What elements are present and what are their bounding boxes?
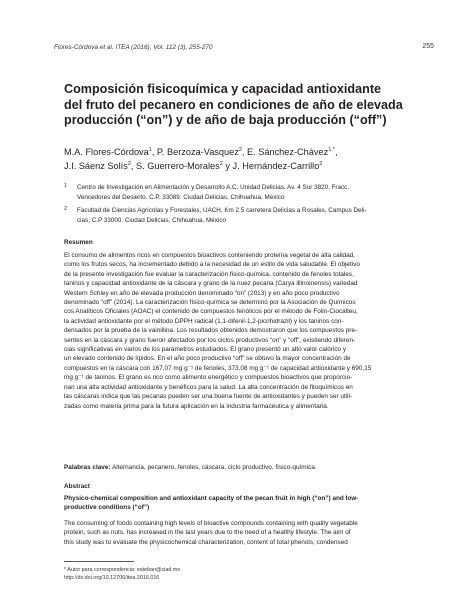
resumen-line: zadas como materia prima para la futura aplicación en la industria farmacéutica y alimentaria. [64,402,329,410]
resumen-line: cos Analíticos Oficiales (AOAC) el contenido de compuestos fenólicos por el método de Folin-Ciocalteu, [64,308,358,316]
keywords [64,464,317,471]
footnote-divider [64,561,134,562]
resumen-line: un elevado contenido de lípidos. En el año poco productivo “off” se obtuvo la mayor concentración de [64,355,351,363]
abstract-line: this study was to evaluate the physicochemical characterization, content of total phenols, condensed [64,538,348,546]
title-line: Composición fisicoquímica y capacidad antioxidante [64,82,382,96]
resumen-line: compuestos en la cáscara con 167,07 mg g⁻¹ de fenoles, 373,08 mg g⁻¹ de capacidad antioxidante y 690,15 [64,364,372,372]
resumen-line: El consumo de alimentos ricos en compuestos bioactivos conteniendo proteína vegetal de alta calidad, [64,252,355,259]
author-affiliation-mark: 2 [238,146,242,153]
author-line [64,146,444,160]
author-affiliation-mark: 1 [148,146,152,153]
footnotes [64,566,180,582]
title-line: del fruto del pecanero en condiciones de año de elevada [64,97,403,112]
running-head: Flores-Córdova et al. ITEA (2016), Vol. 112 (3), 255-270 [54,44,213,51]
resumen-line: nan una alta actividad antioxidante y benéficos para la salud. La alta concentración de fitoquímicos en [64,383,353,391]
resumen-line: sentes en la cáscara y grano fueron afectados por los ciclos productivos “on” y “off”, existiendo diferen- [64,336,356,344]
resumen-line: Western Schley en año de elevada producción denominado “on” (2013) y en año poco productivo [64,289,340,297]
author-name: M.A. Flores-Córdova [64,147,149,157]
doi-link[interactable]: http://dx.doi.org/10.12706/itea.2016.016 [64,575,160,581]
author-affiliation-mark: 2 [319,160,323,167]
author-name: y J. Hernández-Carrillo [222,160,320,171]
abstract-heading: Abstract [64,483,90,490]
affiliation-line: Centro de Investigación en Alimentación y Desarrollo A.C. Unidad Delicias. Av. 4 Sur 3820, Fracc. [77,184,350,191]
keywords-label: Palabras clave: [64,464,111,471]
author-name: J.I. Sáenz Solís [64,160,128,171]
author-name: , P. Berzoza-Vasquez [151,147,239,157]
resumen-line: cias significativas en varios de los parámetros estudiados. El grano presentó un alto valor calórico y [64,346,347,354]
author-line [64,160,444,174]
keywords-text: Alternancia, pecanero, fenoles, cáscara, ciclo productivo, físico-química. [110,464,317,471]
title-line: producción (“on”) y de año de baja producción (“off”) [64,113,387,128]
affiliation-line: Vencedores del Desierto. C.P. 33089. Ciudad Delicias, Chihuahua, México [77,193,285,201]
resumen-line: denominado “off” (2014). La caracterización físico-química se determinó por la Asociación de Químicos [64,299,356,307]
affiliation-text [77,206,437,225]
author-name: , E. Sánchez-Chávez [241,147,329,157]
resumen-line: como los frutos secos, ha incrementado debido a la necesidad de un estilo de vida saludable. El objetivo [64,261,360,269]
affiliation-text [77,183,437,202]
affiliation-line: cias, C.P 33000. Ciudad Delicias, Chihuahua, México [77,216,226,224]
resumen-line: taninos y capacidad antioxidante de la cáscara y grano de la nuez pecana (Carya illinoinensis) variedad [64,280,358,288]
author-list [64,146,444,173]
abstract-title-line: productive conditions (“of”) [64,504,150,512]
article-title [64,82,424,129]
author-name: , S. Guerrero-Morales [130,160,220,171]
affiliation-number: 2 [64,206,67,212]
resumen-line: la actividad antioxidante por el método DPPH radical (1,1-difenil-1,2-picrihidrazil) y los taninos con- [64,317,344,325]
author-affiliation-mark: 2 [219,160,223,167]
resumen-line: densados por la prueba de la vainillina. Los resultados obtenidos demostraron que los compuestos pre- [64,327,358,335]
abstract-line: protein, such as nuts, has increased in the last years due to the need of a healthy lifestyle. The aim of [64,529,351,537]
author-affiliation-mark: 1,* [328,146,335,153]
resumen-line: mg g⁻¹ de taninos. El grano es rico como alimento energético y compuestos bioactivos que proporcio- [64,374,353,382]
page-number: 255 [422,43,434,50]
abstract-line: The consuming of foods containing high levels of bioactive compounds containing with quality vegetable [64,520,358,527]
author-affiliation-mark: 2 [127,160,131,167]
abstract-title [64,494,424,513]
resumen-line: las cáscaras indica que las pecanas pueden ser una buena fuente de antioxidantes y pueden ser utili- [64,393,353,401]
corresponding-author-note: * Autor para correspondencia: esteban@ciad.mx [64,567,181,573]
author-separator: , [334,147,338,157]
affiliation-number: 1 [64,183,67,189]
resumen-line: de la presente investigación fue evaluar la caracterización fisico-química, contenido de fenoles totales, [64,270,354,278]
abstract-title-line: Physico-chemical composition and antioxidant capacity of the pecan fruit in high (“on”) and low- [64,495,359,502]
affiliation-line: Facultad de Ciencias Agrícolas y Forestales, UACH, Km 2.5 carretera Delicias a Rosales, Campus Deli- [77,207,367,214]
abstract-body [64,519,424,547]
resumen-body [64,251,424,411]
resumen-heading: Resumen [64,239,93,246]
